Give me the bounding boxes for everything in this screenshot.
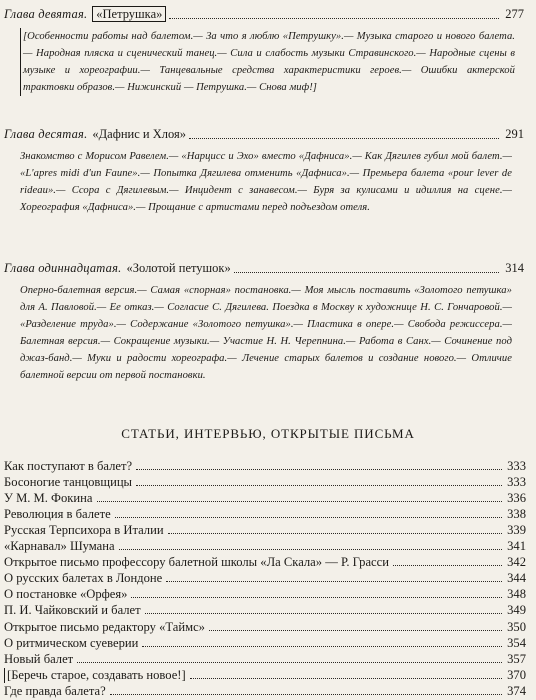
leader-dots: [142, 645, 502, 647]
toc-row: [4, 635, 526, 651]
toc-row: [4, 602, 526, 618]
chapter-11: [4, 258, 524, 385]
page-number: 354: [507, 635, 526, 650]
article-title: О русских балетах в Лондоне: [4, 571, 163, 586]
toc-row: [4, 586, 526, 602]
page-number: 341: [507, 539, 526, 554]
leader-dots: [169, 17, 499, 19]
leader-dots: [145, 612, 502, 614]
page-number: 357: [507, 651, 526, 666]
toc-row: [4, 570, 526, 586]
chapter-summary: Оперно-балетная версия.— Самая «спорная» постановка.— Моя мысль поставить «Золотого петушка» для А. Павловой.— Ее отказ.— Согласие С. Дягилева. Поездка в Москву к художнице Н. С. Гончаровой.— «Разделение труда».— Содержание «Золотого петушка».— Пластика в опере.— Свобода режиссера.— Балетная версия.— Сокращение музыки.— Участие Н. Н. Черепнина.— Работа в Санх.— Сочинение под джаз-банд.— Муки и радости хореографа.— Лечение старых балетов и создание нового.— Отличие балетной версии от первой постановки.: [20, 285, 512, 382]
leader-dots: [110, 693, 502, 695]
article-title: Босоногие танцовщицы: [4, 475, 133, 490]
article-title: Как поступают в балет?: [4, 459, 133, 474]
chapter-summary: [Особенности работы над балетом.— За что я люблю «Петрушку».— Музыка старого и нового балета.— Народная пляска и сценический танец.— Сила и слабость музыки Стравинского.— Народные сцены в музыке и хореографии.— Танцевальные средства характеристики героев.— Ошибки актерской трактовки образов.— Нижинский — Петрушка.— Снова миф!]: [20, 28, 515, 96]
page-number: 277: [505, 7, 524, 21]
chapter-9: [4, 4, 524, 96]
toc-row: [4, 490, 526, 506]
article-title: О ритмическом суеверии: [4, 635, 139, 650]
page-number: 374: [507, 683, 526, 698]
leader-dots: [97, 500, 503, 502]
toc-row: [4, 538, 526, 554]
chapter-heading: [4, 124, 524, 142]
leader-dots: [189, 137, 499, 139]
chapter-title: «Дафнис и Хлоя»: [92, 127, 186, 141]
article-title: Открытое письмо редактору «Таймс»: [4, 619, 205, 634]
toc-row: [4, 522, 526, 538]
page-number: 336: [507, 491, 526, 506]
chapter-label: Глава девятая.: [4, 7, 88, 21]
article-title: О постановке «Орфея»: [4, 587, 128, 602]
leader-dots: [115, 516, 502, 518]
article-title: Революция в балете: [4, 507, 111, 522]
page-number: 314: [505, 261, 524, 275]
toc-row: [4, 506, 526, 522]
leader-dots: [234, 271, 499, 273]
leader-dots: [393, 564, 502, 566]
toc-row: [4, 683, 526, 699]
toc-row: [4, 458, 526, 474]
article-title: [Беречь старое, создавать новое!]: [4, 668, 188, 683]
chapter-title: «Петрушка»: [92, 6, 166, 22]
article-title: П. И. Чайковский и балет: [4, 603, 141, 618]
toc-row: [4, 618, 526, 634]
chapter-10: [4, 124, 524, 216]
leader-dots: [131, 596, 502, 598]
article-title: Открытое письмо профессору балетной школы «Ла Скала» — Р. Грасси: [4, 555, 389, 570]
page-number: 370: [507, 667, 526, 682]
page-number: 348: [507, 587, 526, 602]
article-title: Новый балет: [4, 651, 74, 666]
chapter-label: Глава десятая.: [4, 127, 88, 141]
leader-dots: [209, 629, 502, 631]
page-number: 350: [507, 619, 526, 634]
toc-row: [4, 667, 526, 683]
toc-row: [4, 554, 526, 570]
articles-list: [4, 458, 526, 699]
leader-dots: [77, 661, 502, 663]
page-number: 349: [507, 603, 526, 618]
leader-dots: [190, 677, 502, 679]
article-title: Русская Терпсихора в Италии: [4, 523, 164, 538]
page-number: 291: [505, 127, 524, 141]
chapter-title: «Золотой петушок»: [126, 261, 231, 275]
leader-dots: [136, 484, 502, 486]
page-number: 344: [507, 571, 526, 586]
toc-row: [4, 651, 526, 667]
page-number: 333: [507, 475, 526, 490]
leader-dots: [168, 532, 502, 534]
chapter-heading: [4, 4, 524, 22]
section-heading: СТАТЬИ, ИНТЕРВЬЮ, ОТКРЫТЫЕ ПИСЬМА: [121, 426, 415, 441]
leader-dots: [119, 548, 502, 550]
chapter-summary: Знакомство с Морисом Равелем.— «Нарцисс и Эхо» вместо «Дафниса».— Как Дягилев губил мой балет.— «L'apres midi d'un Faune».— Попытка Дягилева отменить «Дафниса».— Премьера балета «pour lever de rideau».— Ссора с Дягилевым.— Инцидент с занавесом.— Буря за кулисами и идиллия на сцене.— Хореография «Дафниса».— Прощание с артистами перед подъездом отеля.: [20, 151, 512, 214]
page-number: 338: [507, 507, 526, 522]
leader-dots: [136, 468, 502, 470]
page-number: 339: [507, 523, 526, 538]
article-title: У М. М. Фокина: [4, 491, 93, 506]
article-title: Где правда балета?: [4, 683, 106, 698]
leader-dots: [166, 580, 502, 582]
page-number: 333: [507, 459, 526, 474]
page-number: 342: [507, 555, 526, 570]
chapter-label: Глава одиннадцатая.: [4, 261, 122, 275]
toc-row: [4, 474, 526, 490]
chapter-heading: [4, 258, 524, 276]
article-title: «Карнавал» Шумана: [4, 539, 115, 554]
